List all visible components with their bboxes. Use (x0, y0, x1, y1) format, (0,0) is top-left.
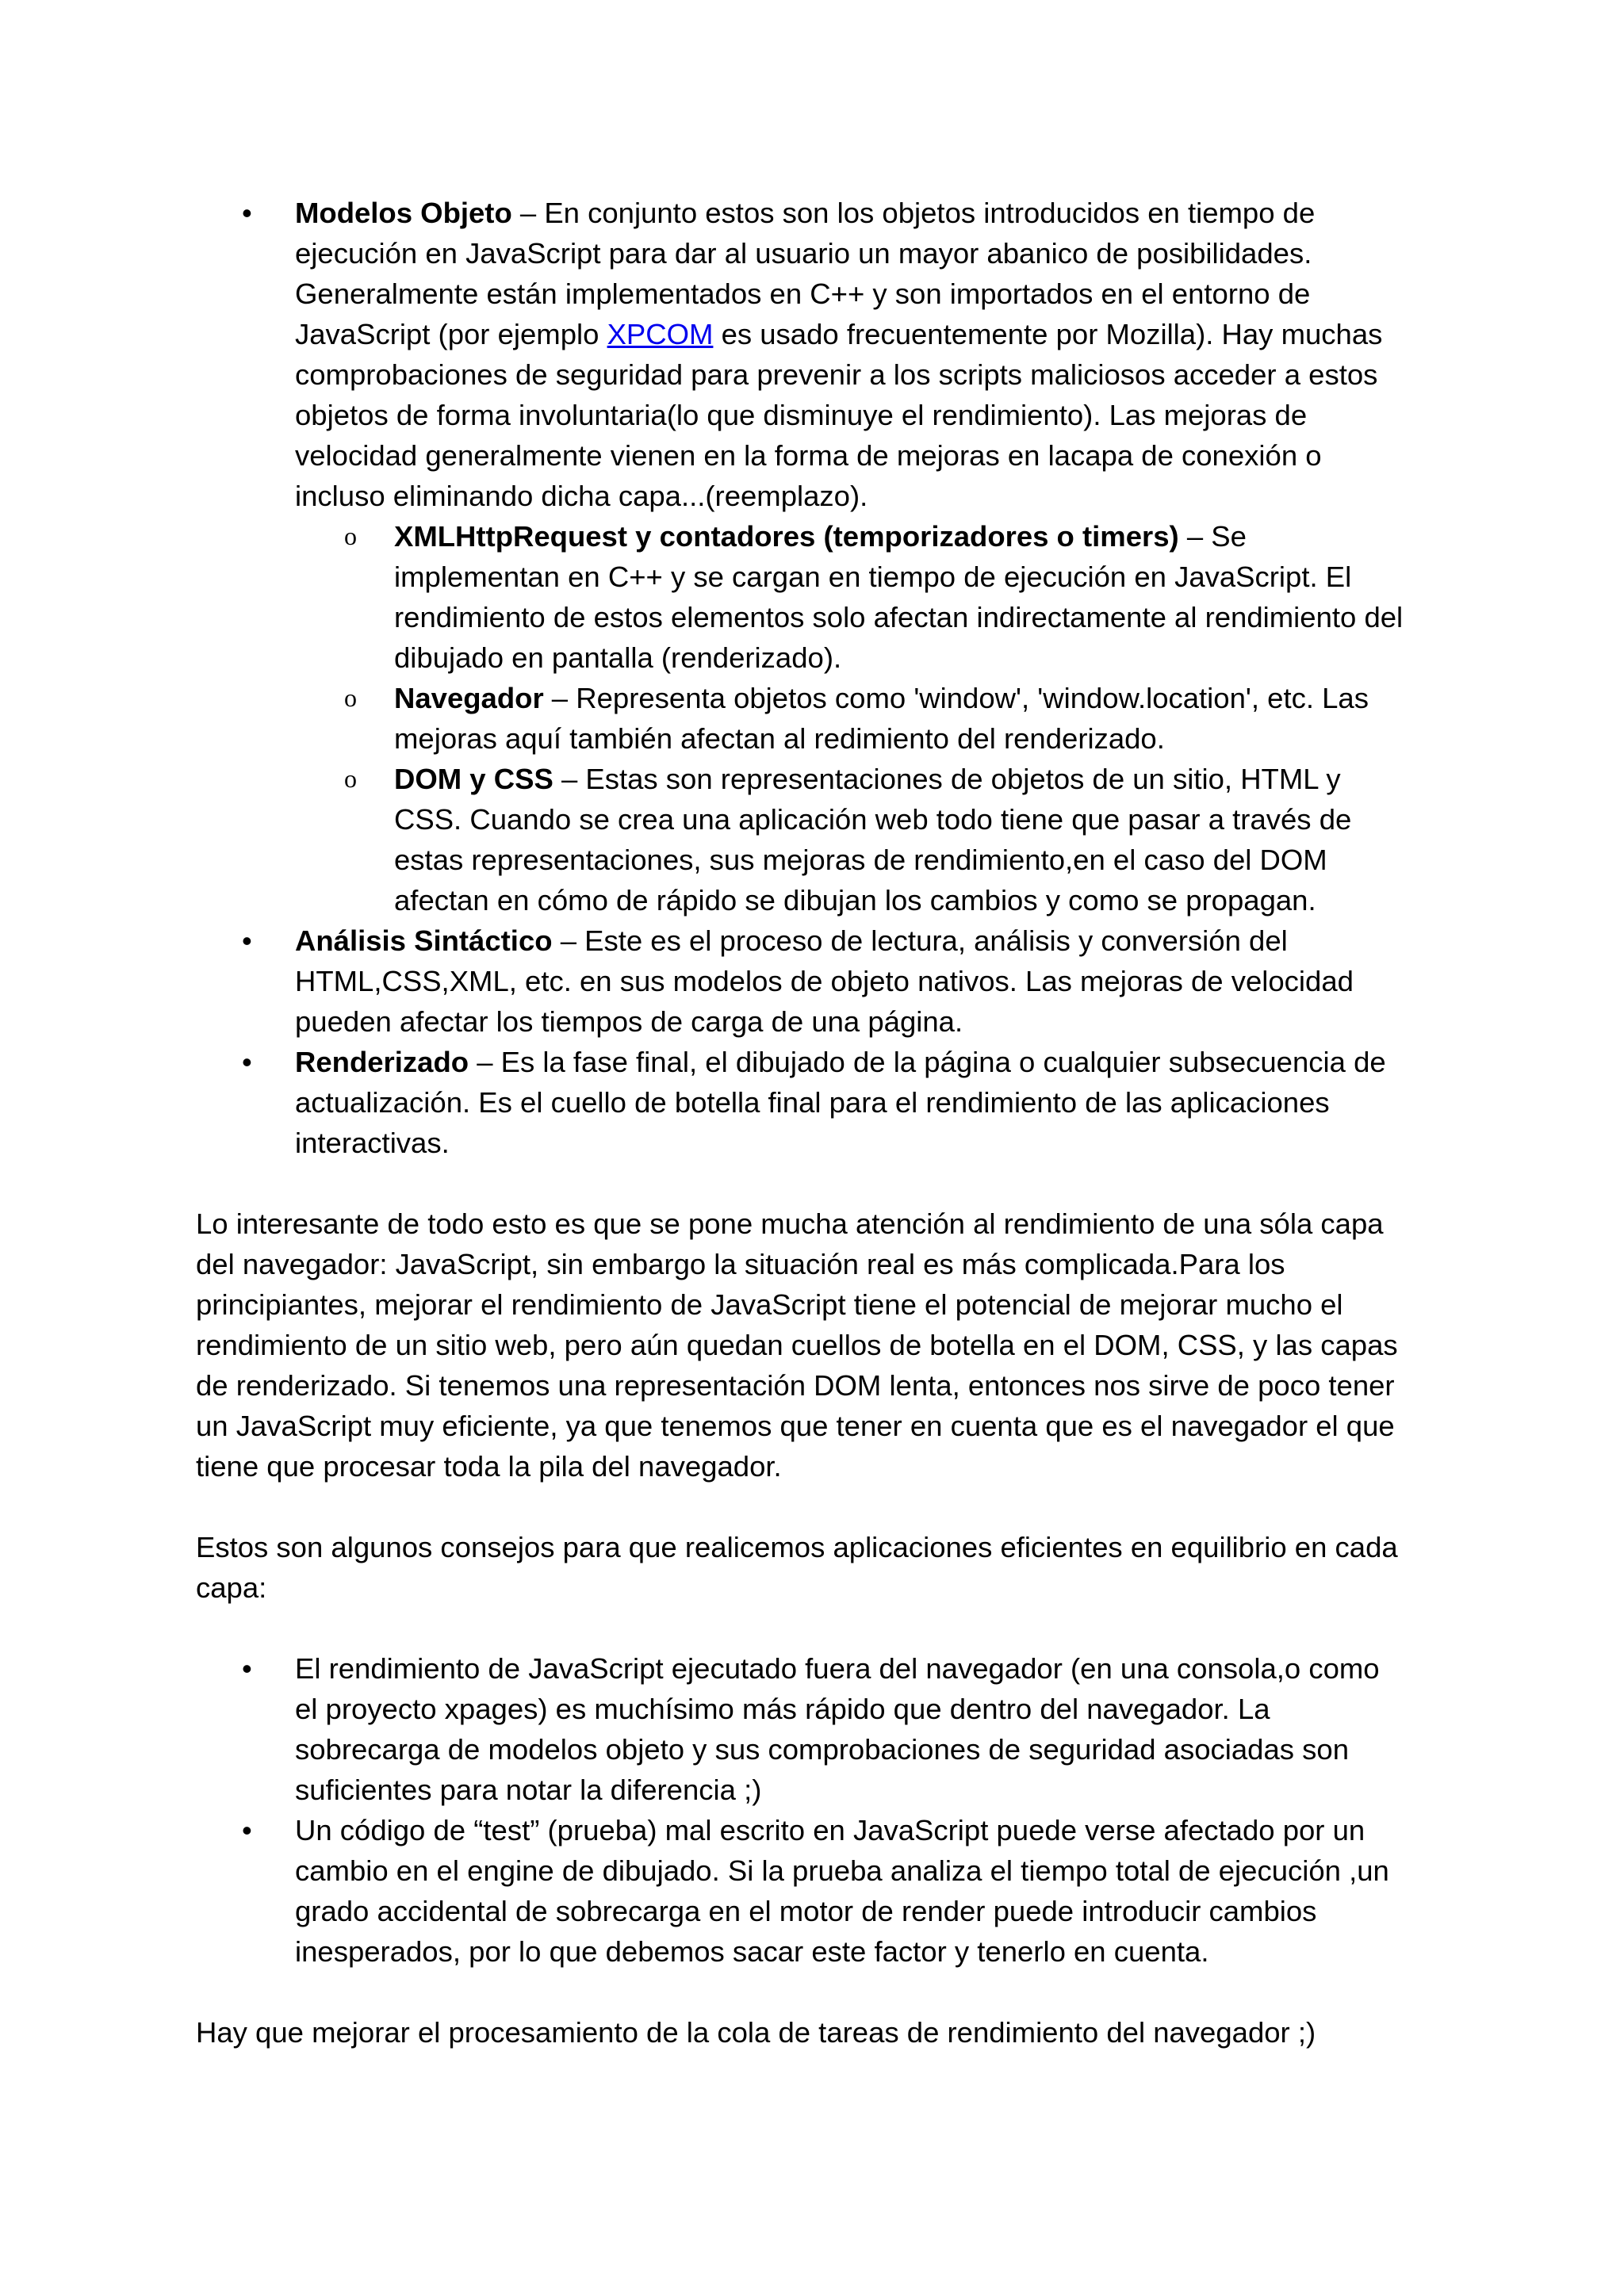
sub-item-dom-css (295, 759, 1409, 920)
term-xmlhttprequest: XMLHttpRequest y contadores (temporizadores o timers) (394, 520, 1179, 553)
sub-item-xmlhttprequest (295, 516, 1409, 678)
sub-item-text: – Estas son representaciones de objetos de un sitio, HTML y CSS. Cuando se crea una aplicación web todo tiene que pasar a través de estas representaciones, sus mejoras de rendimiento,en el caso del DOM afectan en cómo de rápido se dibujan los cambios y como se propagan. (394, 763, 1352, 916)
paragraph-closing: Hay que mejorar el procesamiento de la cola de tareas de rendimiento del navegador ;) (196, 2016, 1316, 2049)
list-item-renderizado (196, 1042, 1409, 1163)
item-text: – Este es el proceso de lectura, análisis y conversión del HTML,CSS,XML, etc. en sus modelos de objeto nativos. Las mejoras de velocidad pueden afectar los tiempos de carga de una página. (295, 924, 1354, 1038)
sub-item-text: – Se implementan en C++ y se cargan en tiempo de ejecución en JavaScript. El rendimiento de estos elementos solo afectan indirectamente al rendimiento del dibujado en pantalla (renderizado). (394, 520, 1404, 674)
paragraph-intro: Lo interesante de todo esto es que se pone mucha atención al rendimiento de una sóla capa del navegador: JavaScript, sin embargo la situación real es más complicada.Para los principiantes, mejorar el rendimiento de JavaScript tiene el potencial de mejorar mucho el rendimiento de un sitio web, pero aún quedan cuellos de botella en el DOM, CSS, y las capas de renderizado. Si tenemos una representación DOM lenta, entonces nos sirve de poco tener un JavaScript muy eficiente, ya que tenemos que tener en cuenta que es el navegador el que tiene que procesar toda la pila del navegador. (196, 1207, 1398, 1483)
paragraph-tips-intro: Estos son algunos consejos para que realicemos aplicaciones eficientes en equilibrio en cada capa: (196, 1531, 1398, 1604)
item-text: – Es la fase final, el dibujado de la página o cualquier subsecuencia de actualización. Es el cuello de botella final para el rendimiento de las aplicaciones interactivas. (295, 1046, 1386, 1159)
sub-item-text: – Representa objetos como 'window', 'window.location', etc. Las mejoras aquí también afectan al redimiento del renderizado. (394, 682, 1369, 755)
term-navegador: Navegador (394, 682, 544, 714)
item-text: es usado frecuentemente por Mozilla). Hay muchas comprobaciones de seguridad para prevenir a los scripts maliciosos acceder a estos objetos de forma involuntaria(lo que disminuye el rendimiento). Las mejoras de velocidad generalmente vienen en la forma de mejoras en lacapa de conexión o incluso eliminando dicha capa...(reemplazo). (295, 318, 1383, 512)
xpcom-link[interactable]: XPCOM (607, 318, 714, 350)
sub-list (295, 516, 1409, 920)
item-text: – En conjunto estos son los objetos introducidos en tiempo de ejecución en JavaScript para dar al usuario un mayor abanico de posibilidades. Generalmente están implementados en C++ y son importados en el entorno de JavaScript (por ejemplo (295, 197, 1316, 350)
term-dom-css: DOM y CSS (394, 763, 553, 795)
list-item-tip-2: • Un código de “test” (prueba) mal escrito en JavaScript puede verse afectado por un cambio en el engine de dibujado. Si la prueba analiza el tiempo total de ejecución ,un grado accidental de sobrecarga en el motor de render puede introducir cambios inesperados, por lo que debemos sacar este factor y tenerlo en cuenta. (196, 1810, 1409, 1972)
term-analisis-sintactico: Análisis Sintáctico (295, 924, 553, 957)
tips-list (196, 1648, 1409, 1972)
list-item-modelos-objeto (196, 193, 1409, 920)
term-modelos-objeto: Modelos Objeto (295, 197, 512, 229)
list-item-analisis-sintactico (196, 920, 1409, 1042)
sub-item-navegador (295, 678, 1409, 759)
list-item-tip-1: • El rendimiento de JavaScript ejecutado fuera del navegador (en una consola,o como el proyecto xpages) es muchísimo más rápido que dentro del navegador. La sobrecarga de modelos objeto y sus comprobaciones de seguridad asociadas son suficientes para notar la diferencia ;) (196, 1648, 1409, 1810)
term-renderizado: Renderizado (295, 1046, 469, 1078)
components-list (196, 193, 1409, 1163)
document-page (196, 193, 1409, 2053)
